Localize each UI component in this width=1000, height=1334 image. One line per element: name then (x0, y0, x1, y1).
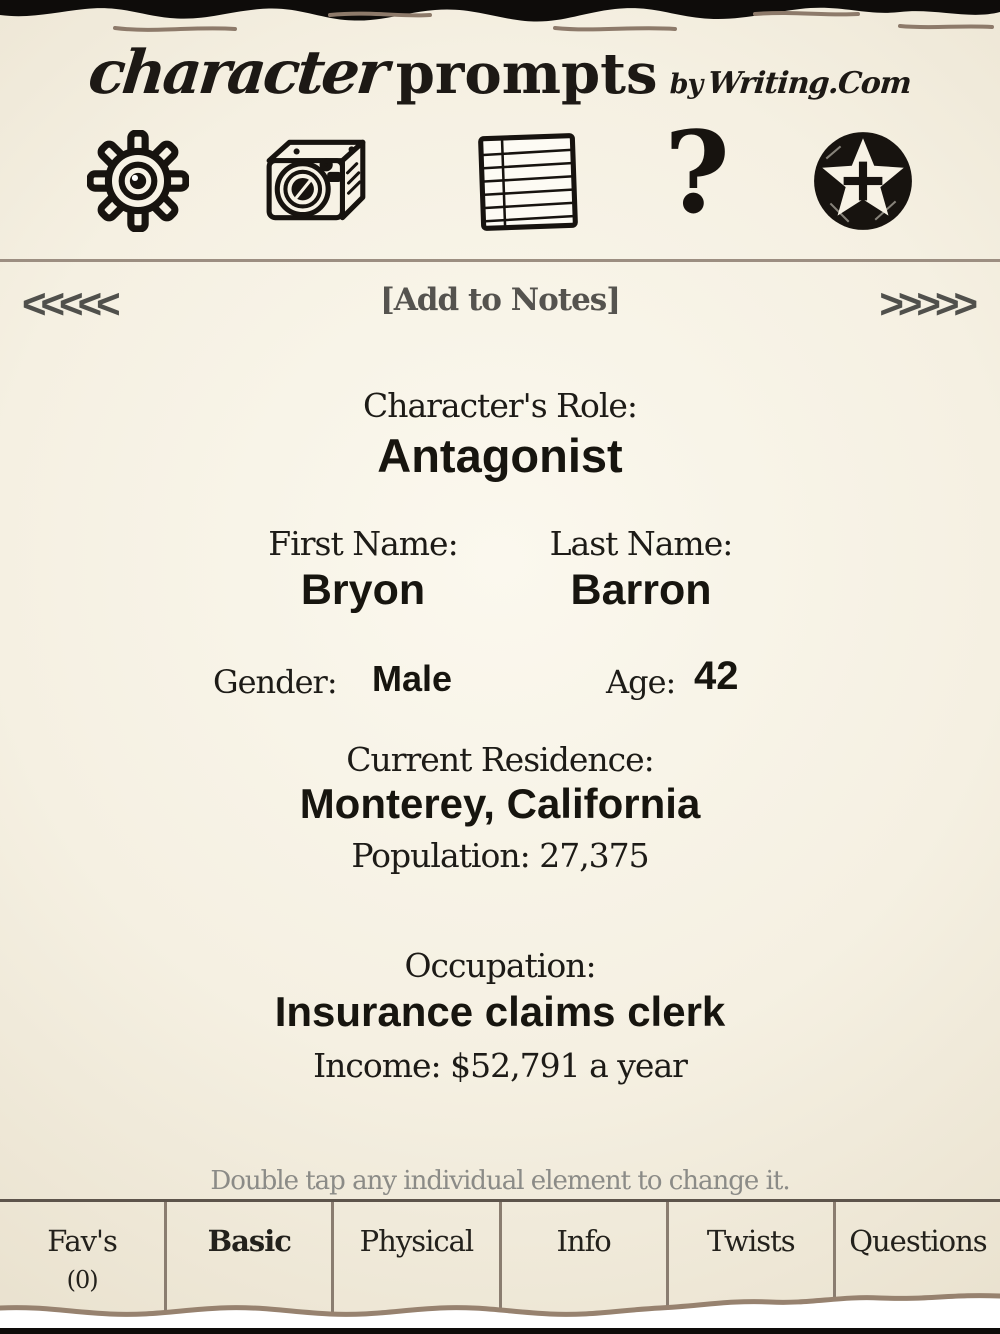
residence-label: Current Residence: (346, 740, 654, 779)
add-to-notes-button[interactable]: [Add to Notes] (380, 282, 620, 318)
occupation-label: Occupation: (404, 946, 596, 985)
help-question-icon[interactable] (660, 108, 734, 239)
torn-paper-edge-bottom (0, 1290, 1000, 1334)
next-card-arrows[interactable]: >>>>> (879, 280, 972, 327)
logo-brand: Writing.Com (706, 66, 913, 101)
logo-word-character: character (85, 38, 390, 108)
tab-favs-count: (0) (66, 1266, 98, 1294)
last-name-value[interactable]: Barron (570, 566, 712, 614)
toolbar-divider (0, 259, 1000, 262)
tab-basic-label: Basic (207, 1224, 291, 1258)
add-favorite-star-icon[interactable] (810, 128, 916, 234)
tab-questions-label: Questions (849, 1224, 987, 1258)
tab-info-label: Info (556, 1224, 611, 1258)
occupation-value[interactable]: Insurance claims clerk (274, 988, 726, 1035)
residence-value[interactable]: Monterey, California (299, 780, 701, 827)
question-glyph: ? (664, 108, 730, 239)
notepad-icon[interactable] (475, 130, 581, 234)
settings-gear-icon[interactable] (87, 130, 189, 232)
gender-value[interactable]: Male (372, 658, 453, 699)
first-name-value[interactable]: Bryon (300, 566, 426, 614)
logo-word-prompts: prompts (395, 41, 658, 107)
gender-label: Gender: (213, 663, 337, 701)
age-value[interactable]: 42 (694, 654, 739, 698)
app-logo (0, 38, 1000, 118)
torn-paper-edge-top (0, 0, 1000, 46)
prev-card-arrows[interactable]: <<<<< (22, 280, 115, 327)
role-value[interactable]: Antagonist (377, 429, 623, 482)
logo-by: by (669, 69, 703, 100)
tab-favs-label: Fav's (47, 1224, 117, 1258)
age-label: Age: (606, 663, 676, 701)
population-value[interactable]: Population: 27,375 (351, 836, 649, 875)
tab-physical-label: Physical (359, 1224, 474, 1258)
double-tap-hint: Double tap any individual element to change it. (210, 1166, 790, 1196)
first-name-label: First Name: (268, 524, 458, 563)
income-value[interactable]: Income: $52,791 a year (313, 1046, 687, 1085)
last-name-label: Last Name: (549, 524, 733, 563)
role-label: Character's Role: (362, 386, 638, 425)
tab-twists-label: Twists (706, 1224, 795, 1258)
camera-icon[interactable] (262, 130, 374, 232)
